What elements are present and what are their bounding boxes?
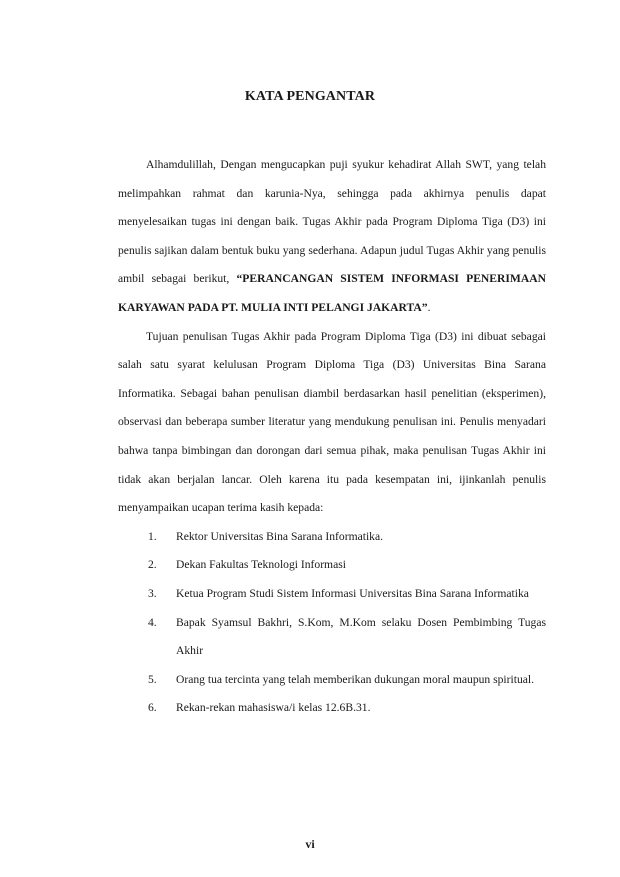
thesis-title: “PERANCANGAN SISTEM INFORMASI PENERIMAAN KARYAWAN PADA PT. MULIA INTI PELANGI JAKARTA” xyxy=(118,272,546,314)
page-title: KATA PENGANTAR xyxy=(244,89,376,104)
paragraph-intro-lead: Alhamdulillah, Dengan mengucapkan puji syukur kehadirat Allah SWT, yang telah melimpahkan rahmat dan karunia-Nya, sehingga pada akhirnya penulis dapat menyelesaikan tugas ini dengan baik. Tugas Akhir pada Program Diploma Tiga (D3) ini penulis sajikan dalam bentuk buku yang sederhana. Adapun judul Tugas Akhir yang penulis ambil sebagai berikut, xyxy=(118,158,546,286)
list-text: Rekan-rekan mahasiswa/i kelas 12.6B.31. xyxy=(176,701,371,715)
paragraph-purpose: Tujuan penulisan Tugas Akhir pada Program Diploma Tiga (D3) ini dibuat sebagai salah satu syarat kelulusan Program Diploma Tiga (D3) Universitas Bina Sarana Informatika. Sebagai bahan penulisan diambil berdasarkan hasil penelitian (eksperimen), observasi dan beberapa sumber literatur yang mendukung penulisan ini. Penulis menyadari bahwa tanpa bimbingan dan dorongan dari semua pihak, maka penulisan Tugas Akhir ini tidak akan berjalan lancar. Oleh karena itu pada kesempatan ini, ijinkanlah penulis menyampaikan ucapan terima kasih kepada: xyxy=(118,329,546,515)
paragraph-intro xyxy=(118,151,546,323)
list-item xyxy=(118,580,546,609)
list-number: 5. xyxy=(148,672,157,686)
list-number: 2. xyxy=(148,558,157,572)
acknowledgement-list xyxy=(118,523,546,723)
list-item xyxy=(118,694,546,723)
list-item xyxy=(118,523,546,552)
document-body xyxy=(118,151,546,723)
list-number: 1. xyxy=(148,529,157,543)
list-number: 4. xyxy=(148,615,157,629)
list-text: Bapak Syamsul Bakhri, S.Kom, M.Kom selaku Dosen Pembimbing Tugas Akhir xyxy=(176,615,546,658)
list-text: Ketua Program Studi Sistem Informasi Universitas Bina Sarana Informatika xyxy=(176,586,529,600)
page-number: vi xyxy=(305,837,315,851)
list-item xyxy=(118,666,546,695)
paragraph-intro-tail: . xyxy=(427,300,431,314)
list-text: Rektor Universitas Bina Sarana Informatika. xyxy=(176,529,384,543)
list-number: 6. xyxy=(148,701,157,715)
list-text: Dekan Fakultas Teknologi Informasi xyxy=(176,558,346,572)
list-number: 3. xyxy=(148,586,157,600)
list-item xyxy=(118,609,546,666)
list-item xyxy=(118,551,546,580)
list-text: Orang tua tercinta yang telah memberikan dukungan moral maupun spiritual. xyxy=(176,672,535,686)
